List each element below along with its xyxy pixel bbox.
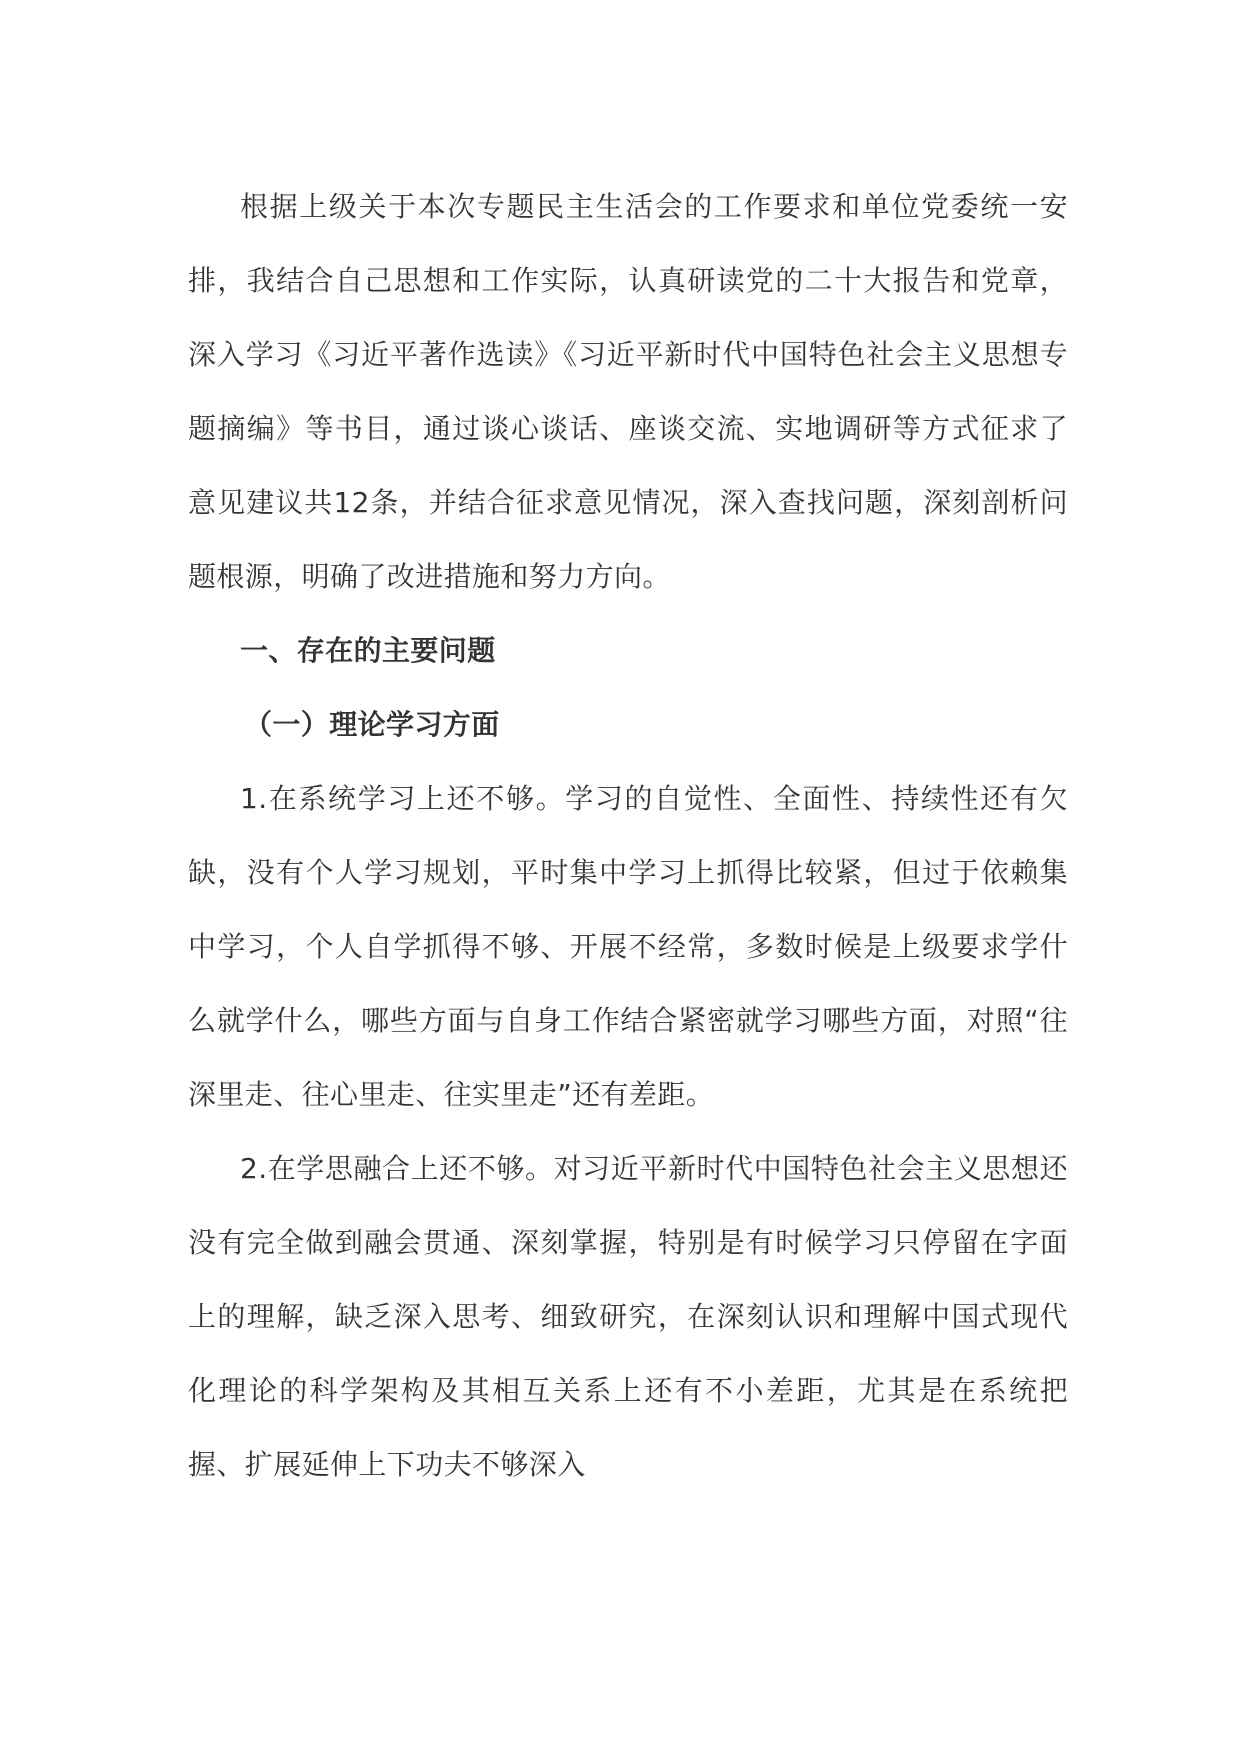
item-paragraph-2: 2.在学思融合上还不够。对习近平新时代中国特色社会主义思想还没有完全做到融会贯通、深刻掌握，特别是有时候学习只停留在字面上的理解，缺乏深入思考、细致研究，在深刻认识和理解中国式现代化理论的科学架构及其相互关系上还有不小差距，尤其是在系统把握、扩展延伸上下功夫不够深入 — [188, 1152, 1068, 1481]
document-body — [188, 170, 1068, 1502]
intro-paragraph: 根据上级关于本次专题民主生活会的工作要求和单位党委统一安排，我结合自己思想和工作实际，认真研读党的二十大报告和党章，深入学习《习近平著作选读》《习近平新时代中国特色社会主义思想专题摘编》等书目，通过谈心谈话、座谈交流、实地调研等方式征求了意见建议共12条，并结合征求意见情况，深入查找问题，深刻剖析问题根源，明确了改进措施和努力方向。 — [188, 190, 1068, 593]
subsection-heading: （一）理论学习方面 — [244, 708, 500, 741]
item-paragraph-1: 1.在系统学习上还不够。学习的自觉性、全面性、持续性还有欠缺，没有个人学习规划，平时集中学习上抓得比较紧，但过于依赖集中学习，个人自学抓得不够、开展不经常，多数时候是上级要求学什么就学什么，哪些方面与自身工作结合紧密就学习哪些方面，对照“往深里走、往心里走、往实里走”还有差距。 — [188, 782, 1068, 1111]
section-heading: 一、存在的主要问题 — [240, 634, 496, 667]
